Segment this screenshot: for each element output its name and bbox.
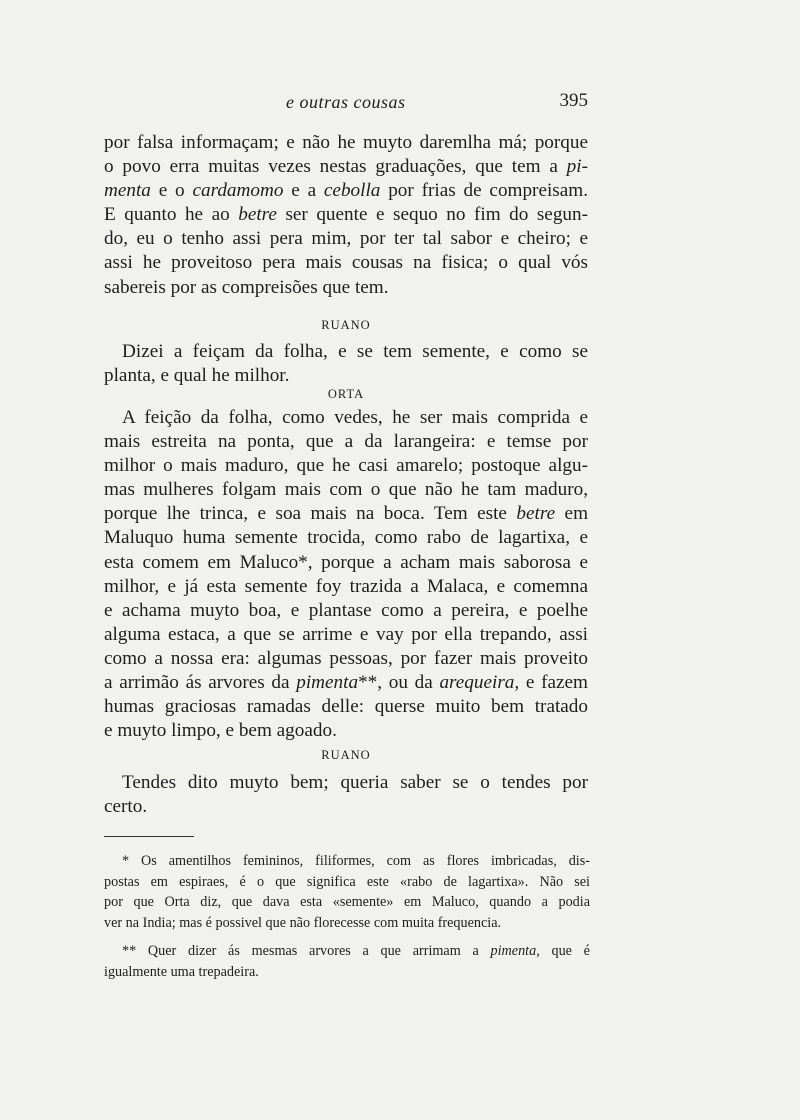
text-line: a arrimão ás arvores da pimenta**, ou da arequeira, e fazem — [104, 672, 588, 694]
text-line: postas em espiraes, é o que significa este «rabo de lagartixa». Não sei — [104, 873, 590, 890]
speaker-label-ruano-2: RUANO — [321, 748, 371, 762]
running-head — [104, 92, 588, 118]
text-line: por falsa informaçam; e não he muyto daremlha má; porque — [104, 132, 588, 153]
running-title: e outras cousas — [286, 92, 406, 112]
text-line: por que Orta diz, que dava esta «semente» em Maluco, quando a podia — [104, 894, 590, 911]
speaker-label-orta: ORTA — [327, 387, 365, 401]
paragraph-3 — [104, 406, 588, 743]
text-line: ver na India; mas é possivel que não florecesse com muita frequencia. — [104, 914, 502, 931]
text-line: E quanto he ao betre ser quente e sequo no fim do segun- — [104, 204, 588, 226]
footnote-2 — [104, 941, 590, 982]
paragraph-1 — [104, 131, 588, 300]
text-line: ** Quer dizer ás mesmas arvores a que arrimam a pimenta, que é — [122, 943, 590, 959]
text-line: Tendes dito muyto bem; queria saber se o tendes por — [122, 772, 588, 793]
paragraph-2 — [104, 340, 588, 388]
italic-term: cardamomo — [192, 180, 284, 202]
italic-term: betre — [516, 503, 556, 525]
text-line: igualmente uma trepadeira. — [104, 963, 259, 980]
text-line: mas mulheres folgam mais com o que não he tam maduro, — [104, 479, 588, 501]
text-line: do, eu o tenho assi pera mim, por ter tal sabor e cheiro; e — [104, 228, 588, 250]
text-line: assi he proveitoso pera mais cousas na fisica; o qual vós — [104, 252, 588, 274]
page-number: 395 — [559, 90, 588, 111]
italic-term: betre — [238, 204, 277, 226]
italic-term: pimenta — [296, 672, 359, 694]
italic-term: cebolla — [323, 180, 381, 202]
italic-term: pi- — [566, 156, 588, 178]
text-line: sabereis por as compreisões que tem. — [104, 276, 389, 298]
paragraph-4 — [104, 771, 588, 819]
text-line: A feição da folha, como vedes, he ser mais comprida e — [122, 407, 588, 428]
text-line: e muyto limpo, e bem agoado. — [104, 720, 337, 742]
text-line: menta e o cardamomo e a cebolla por frias de compreisam. — [104, 180, 588, 202]
text-line: e achama muyto boa, e plantase como a pereira, e poelhe — [104, 599, 588, 621]
text-line: milhor o mais maduro, que he casi amarelo; postoque algu- — [104, 455, 588, 477]
footnote-divider — [104, 836, 194, 837]
text-line: porque lhe trinca, e soa mais na boca. Tem este betre em — [104, 503, 588, 525]
italic-term: pimenta, — [490, 943, 540, 959]
italic-term: menta — [104, 180, 151, 202]
text-line: alguma estaca, a que se arrime e vay por ella trepando, assi — [104, 623, 588, 645]
text-line: certo. — [104, 796, 148, 818]
text-line: milhor, e já esta semente foy trazida a Malaca, e comemna — [104, 575, 588, 597]
text-line: humas graciosas ramadas delle: querse muito bem tratado — [104, 696, 588, 718]
text-line: esta comem em Maluco*, porque a acham mais saborosa e — [104, 551, 588, 573]
text-line: como a nossa era: algumas pessoas, por fazer mais proveito — [104, 647, 588, 669]
text-line: o povo erra muitas vezes nestas graduações, que tem a pi- — [104, 156, 588, 178]
footnote-1 — [104, 851, 590, 933]
text-line: planta, e qual he milhor. — [104, 365, 290, 387]
speaker-label-ruano: RUANO — [321, 318, 371, 332]
text-line: * Os amentilhos femininos, filiformes, com as flores imbricadas, dis- — [122, 853, 590, 869]
text-line: Dizei a feiçam da folha, e se tem semente, e como se — [122, 341, 588, 362]
text-line: mais estreita na ponta, que a da larangeira: e temse por — [104, 431, 588, 453]
text-line: Maluquo huma semente trocida, como rabo de lagartixa, e — [104, 527, 588, 549]
italic-term: arequeira, — [439, 672, 520, 694]
